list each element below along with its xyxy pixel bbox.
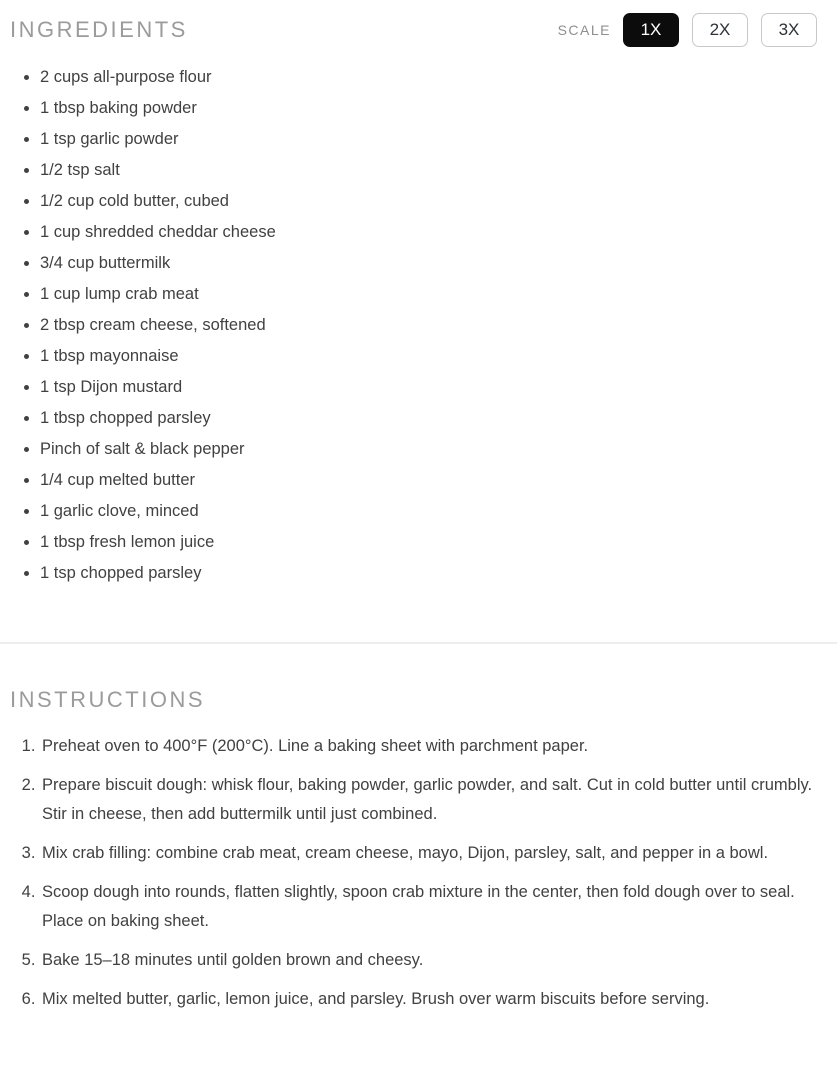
ingredient-item: • 1 garlic clove, minced (40, 502, 817, 521)
instruction-step: 4. Scoop dough into rounds, flatten slightly, spoon crab mixture in the center, then fold dough over to seal. Place on baking sheet. (40, 878, 818, 936)
ingredient-item: • 1 tsp Dijon mustard (40, 378, 817, 397)
ingredient-item: • 1 cup lump crab meat (40, 285, 817, 304)
instruction-step: 6. Mix melted butter, garlic, lemon juice, and parsley. Brush over warm biscuits before serving. (40, 985, 818, 1014)
ingredient-item: • 1 tsp garlic powder (40, 130, 817, 149)
ingredient-item: • 1/2 cup cold butter, cubed (40, 192, 817, 211)
instructions-title: INSTRUCTIONS (10, 687, 205, 712)
ingredient-item: • 1 tbsp mayonnaise (40, 347, 817, 366)
scale-control (558, 13, 817, 47)
scale-button-2x[interactable]: 2X (692, 13, 748, 47)
ingredients-title: INGREDIENTS (10, 17, 188, 42)
ingredient-item: • 3/4 cup buttermilk (40, 254, 817, 273)
ingredient-item: • 2 cups all-purpose flour (40, 68, 817, 87)
ingredient-item: • 1 tbsp baking powder (40, 99, 817, 118)
instruction-step: 3. Mix crab filling: combine crab meat, cream cheese, mayo, Dijon, parsley, salt, and pepper in a bowl. (40, 839, 818, 868)
instructions-section (0, 644, 837, 1014)
ingredients-header (0, 0, 837, 47)
instruction-step: 2. Prepare biscuit dough: whisk flour, baking powder, garlic powder, and salt. Cut in cold butter until crumbly. Stir in cheese, then add buttermilk until just combined. (40, 771, 818, 829)
ingredient-item: • 1/2 tsp salt (40, 161, 817, 180)
ingredient-item: • 1 tsp chopped parsley (40, 564, 817, 583)
instruction-step: 1. Preheat oven to 400°F (200°C). Line a baking sheet with parchment paper. (40, 732, 818, 761)
ingredient-item: • 1 cup shredded cheddar cheese (40, 223, 817, 242)
ingredient-item: • Pinch of salt & black pepper (40, 440, 817, 459)
scale-label: SCALE (557, 22, 611, 38)
scale-button-3x[interactable]: 3X (761, 13, 817, 47)
ingredient-item: • 1 tbsp fresh lemon juice (40, 533, 817, 552)
scale-button-group (623, 13, 817, 47)
ingredient-item: • 1/4 cup melted butter (40, 471, 817, 490)
instruction-step: 5. Bake 15–18 minutes until golden brown and cheesy. (40, 946, 818, 975)
instruction-list (10, 732, 818, 1014)
ingredient-item: • 2 tbsp cream cheese, softened (40, 316, 817, 335)
scale-button-1x[interactable]: 1X (623, 13, 679, 47)
ingredient-list (0, 68, 837, 583)
ingredient-item: • 1 tbsp chopped parsley (40, 409, 817, 428)
